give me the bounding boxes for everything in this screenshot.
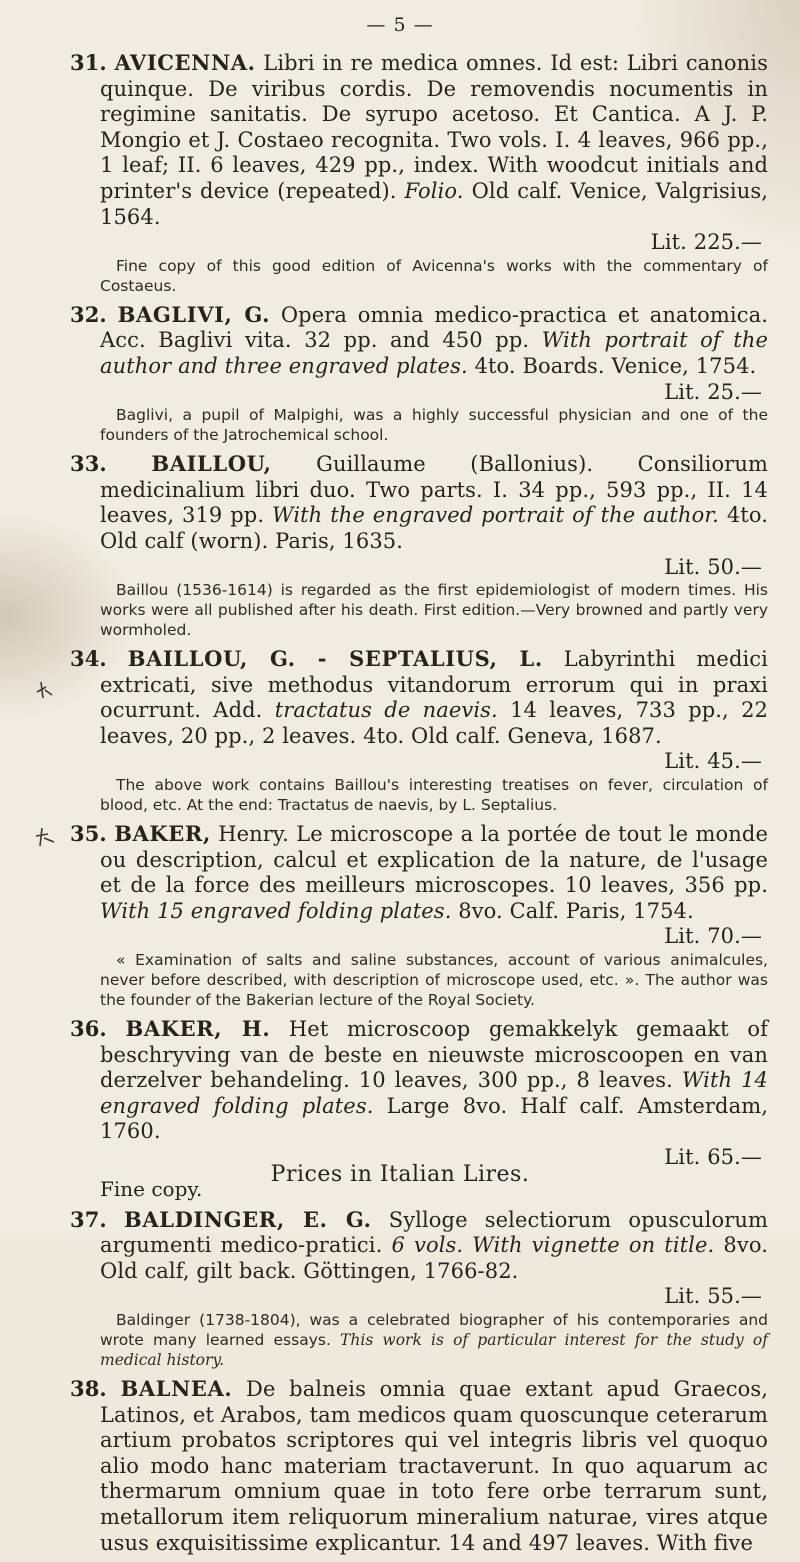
entry-number: 36. — [70, 1016, 107, 1042]
entry-description: Het microscoop gemakkelyk gemaakt of beschryving van de beste en nieuwste microscoopen en van derzelver behandeling. 10 leaves, 300 pp., 8 leaves. — [100, 1017, 768, 1093]
page-number: — 5 — — [366, 14, 434, 36]
entry-price: Lit. 65.— — [664, 1145, 762, 1169]
entry-author: AVICENNA. — [114, 50, 256, 75]
catalog-entries — [56, 50, 768, 1562]
catalog-entry — [56, 821, 768, 1010]
entry-illustrations: With the engraved portrait of the author. — [272, 503, 719, 528]
entry-note: Baglivi, a pupil of Malpighi, was a highly successful physician and one of the founders of the Jatrochemical school. — [100, 406, 768, 445]
catalog-entry — [56, 302, 768, 445]
entry-price: Lit. 25.— — [664, 379, 762, 404]
entry-description: Opera omnia medico-practica et anatomica. Acc. Baglivi vita. 32 pp. and 450 pp. — [100, 302, 768, 353]
entry-note: Fine copy of this good edition of Avicenna's works with the commentary of Costaeus. — [100, 256, 768, 295]
entry-author: BAILLOU, G. - SEPTALIUS, L. — [127, 646, 543, 672]
entry-illustrations: With portrait of the author and three engraved plates. — [100, 328, 768, 378]
entry-price: Lit. 55.— — [664, 1284, 762, 1309]
entry-description: De balneis omnia quae extant apud Graecos, Latinos, et Arabos, tam medicos quam quoscunque ceterarum artium probatos scriptores qui vel integris libris vel quoquo alio modo hanc materiam tractaverunt. In quo aquarum ac thermarum omnium quae in toto fere orbe terrarum sunt, metallorum item reliquorum mineralium naturae, vires atque usus exquisitissime explicantur. 14 and 497 leaves. With five — [100, 1376, 768, 1555]
entry-price: Lit. 45.— — [664, 749, 762, 774]
entry-number: 38. — [70, 1375, 107, 1401]
entry-price: Lit. 70.— — [664, 924, 762, 949]
entry-note-text: Baldinger (1738-1804), was a celebrated biographer of his contemporaries and wrote many learned essays. — [100, 1310, 768, 1349]
catalog-entry — [56, 1207, 768, 1370]
entry-binding: 8vo. Old calf, gilt back. Göttingen, 1766-82. — [100, 1233, 768, 1283]
entry-price: Lit. 50.— — [664, 554, 762, 579]
entry-description: Libri in re medica omnes. Id est: Libri canonis quinque. De viribus cordis. De removendis nocumentis in regimine sanitatis. De syrupo acetoso. Et Cantica. A J. P. Mongio et J. Costaeo recognita. Two vols. I. 4 leaves, 966 pp., 1 leaf; II. 6 leaves, 429 pp., index. With woodcut initials and printer's device (repeated). — [100, 51, 768, 203]
entry-number: 34. — [70, 646, 107, 672]
entry-note: Baillou (1536-1614) is regarded as the first epidemiologist of modern times. His works were all published after his death. First edition.—Very browned and partly very wormholed. — [100, 581, 768, 640]
entry-binding: Old calf. Venice, Valgrisius, 1564. — [100, 178, 769, 229]
entry-illustrations: With 15 engraved folding plates. — [100, 898, 452, 923]
entry-author: BAKER, H. — [125, 1016, 271, 1042]
entry-addition: tractatus de naevis. — [274, 698, 498, 723]
entry-description: Guillaume (Ballonius). Consiliorum medicinalium libri duo. Two parts. I. 34 pp., 593 pp., II. 14 leaves, 319 pp. — [100, 452, 769, 528]
entry-illustrations: With 14 engraved folding plates. — [100, 1068, 768, 1118]
entry-binding: 4to. Boards. Venice, 1754. — [474, 353, 757, 378]
entry-binding: 14 leaves, 733 pp., 22 leaves, 20 pp., 2 leaves. 4to. Old calf. Geneva, 1687. — [100, 698, 768, 748]
entry-binding: Large 8vo. Half calf. Amsterdam, 1760. — [100, 1093, 768, 1144]
entry-note: The above work contains Baillou's interesting treatises on fever, circulation of blood, etc. At the end: Tractatus de naevis, by L. Septalius. — [100, 776, 768, 815]
entry-description: Labyrinthi medici extricati, sive methodus vitandorum errorum qui in praxi ocurrunt. Add. — [100, 647, 768, 723]
catalog-entry — [56, 646, 768, 815]
entry-description: Sylloge selectiorum opusculorum argumenti medico-pratici. — [100, 1207, 768, 1258]
entry-author: BAILLOU, — [151, 451, 272, 477]
page-footer: Prices in Italian Lires. — [270, 1162, 530, 1187]
entry-volumes: 6 vols. With vignette on title. — [391, 1233, 715, 1258]
entry-author: BALNEA. — [120, 1375, 233, 1401]
catalog-entry — [56, 1376, 768, 1556]
entry-binding: 4to. Old calf (worn). Paris, 1635. — [100, 503, 768, 553]
entry-note: « Examination of salts and saline substances, account of various animalcules, never before described, with description of microscope used, etc. ». The author was the founder of the Bakerian lecture of the Royal Society. — [100, 951, 768, 1010]
entry-author: BALDINGER, E. G. — [124, 1206, 372, 1232]
entry-number: 31. — [70, 50, 107, 75]
entry-description: Henry. Le microscope a la portée de tout le monde ou description, calcul et explication de la nature, de l'usage et de la force des meilleurs microscopes. 10 leaves, 356 pp. — [100, 822, 768, 898]
entry-number: 33. — [70, 451, 107, 477]
entry-note: Fine copy. — [100, 1176, 203, 1201]
entry-number: 37. — [70, 1206, 107, 1232]
catalog-entry — [56, 451, 768, 640]
entry-author: BAKER, — [114, 821, 211, 847]
entry-author: BAGLIVI, G. — [117, 301, 271, 327]
entry-note-italic: This work is of particular interest for the study of medical history. — [100, 1330, 768, 1369]
entry-number: 32. — [70, 301, 107, 327]
entry-note — [56, 1310, 768, 1370]
entry-price: Lit. 225.— — [650, 230, 762, 255]
entry-format: Folio. — [404, 178, 464, 203]
catalog-entry — [56, 50, 768, 296]
entry-number: 35. — [70, 821, 107, 847]
entry-binding: 8vo. Calf. Paris, 1754. — [458, 898, 694, 923]
